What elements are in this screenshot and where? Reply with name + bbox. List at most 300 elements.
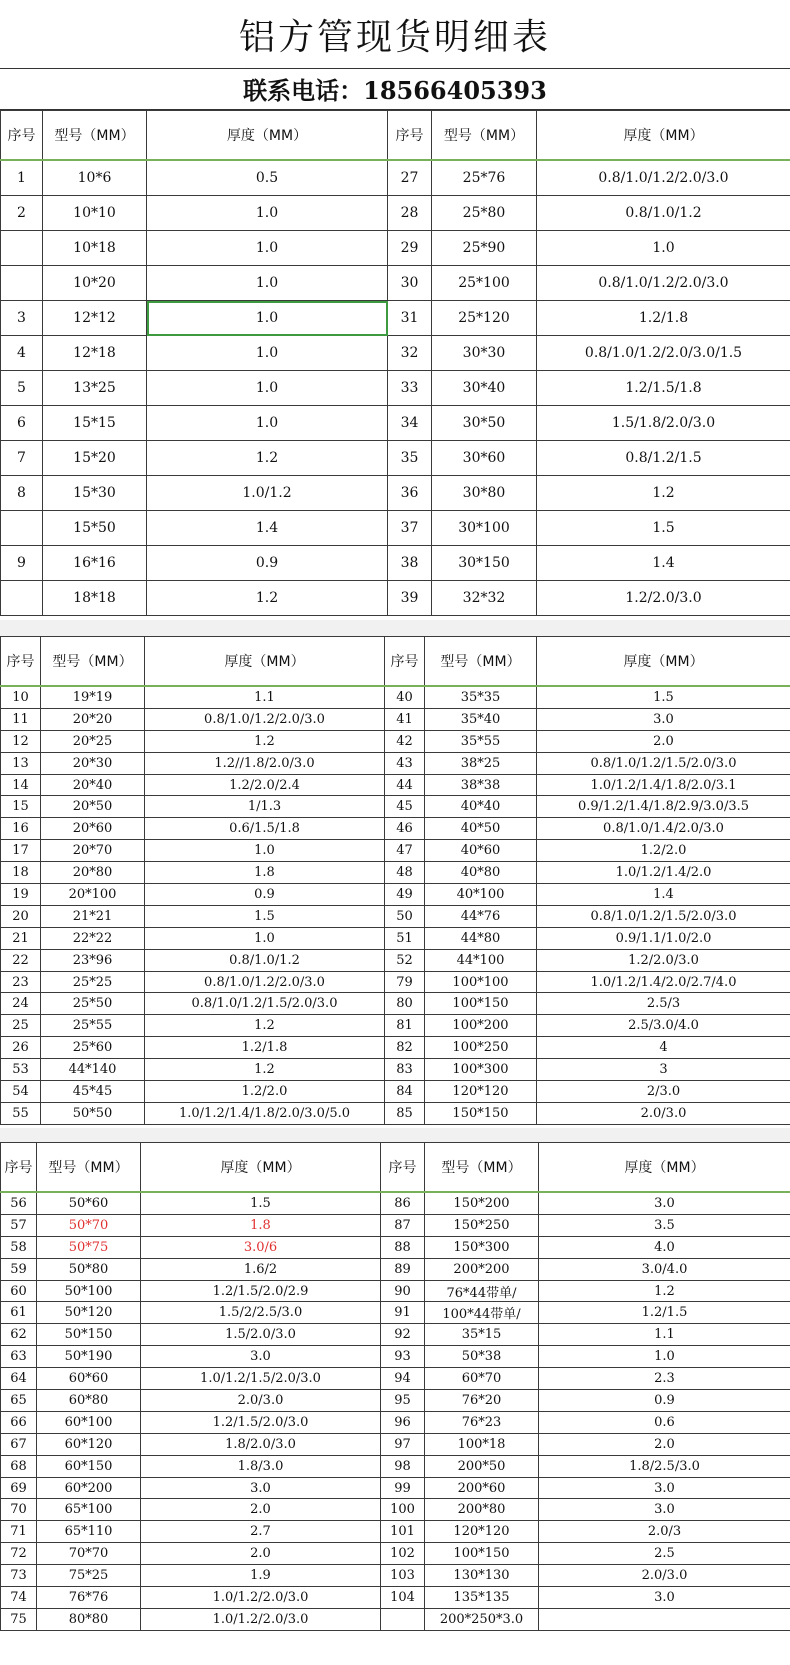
thickness-cell[interactable]: 1/1.3 bbox=[145, 796, 385, 818]
model-cell[interactable]: 23*96 bbox=[41, 949, 145, 971]
seq-cell[interactable]: 85 bbox=[385, 1102, 425, 1124]
model-cell[interactable]: 130*130 bbox=[425, 1565, 539, 1587]
model-cell[interactable]: 60*70 bbox=[425, 1368, 539, 1390]
thickness-cell[interactable]: 2.0/3 bbox=[539, 1521, 790, 1543]
thickness-cell[interactable]: 0.8/1.0/1.2/2.0/3.0/1.5 bbox=[537, 336, 790, 371]
thickness-cell[interactable]: 2.3 bbox=[539, 1368, 790, 1390]
thickness-cell[interactable]: 1.0 bbox=[147, 336, 388, 371]
thickness-cell[interactable]: 0.8/1.0/1.2/2.0/3.0 bbox=[145, 708, 385, 730]
thickness-cell[interactable]: 1.0 bbox=[537, 231, 790, 266]
model-cell[interactable]: 76*44带单/ bbox=[425, 1280, 539, 1302]
thickness-cell[interactable]: 0.8/1.0/1.2 bbox=[145, 949, 385, 971]
thickness-cell[interactable]: 3 bbox=[537, 1059, 790, 1081]
model-cell[interactable]: 50*100 bbox=[37, 1280, 141, 1302]
model-cell[interactable]: 50*70 bbox=[37, 1214, 141, 1236]
model-cell[interactable]: 76*76 bbox=[37, 1587, 141, 1609]
seq-cell[interactable]: 29 bbox=[388, 231, 432, 266]
model-cell[interactable]: 20*20 bbox=[41, 708, 145, 730]
seq-cell[interactable]: 26 bbox=[1, 1037, 41, 1059]
thickness-cell[interactable]: 1.2/2.0 bbox=[145, 1081, 385, 1103]
model-cell[interactable]: 25*50 bbox=[41, 993, 145, 1015]
model-cell[interactable]: 10*18 bbox=[43, 231, 147, 266]
seq-cell[interactable]: 65 bbox=[1, 1390, 37, 1412]
thickness-cell[interactable]: 1.9 bbox=[141, 1565, 381, 1587]
thickness-cell[interactable]: 1.2/1.5 bbox=[539, 1302, 790, 1324]
model-cell[interactable]: 150*300 bbox=[425, 1236, 539, 1258]
seq-cell[interactable]: 61 bbox=[1, 1302, 37, 1324]
seq-cell[interactable]: 97 bbox=[381, 1433, 425, 1455]
seq-cell[interactable]: 75 bbox=[1, 1608, 37, 1630]
model-cell[interactable]: 20*60 bbox=[41, 818, 145, 840]
seq-cell[interactable]: 8 bbox=[1, 476, 43, 511]
model-cell[interactable]: 25*76 bbox=[432, 160, 537, 196]
thickness-cell[interactable]: 3.5 bbox=[539, 1214, 790, 1236]
model-cell[interactable]: 100*200 bbox=[425, 1015, 537, 1037]
seq-cell[interactable]: 1 bbox=[1, 160, 43, 196]
model-cell[interactable]: 20*25 bbox=[41, 730, 145, 752]
seq-cell[interactable] bbox=[1, 266, 43, 301]
seq-cell[interactable]: 98 bbox=[381, 1455, 425, 1477]
model-cell[interactable]: 150*200 bbox=[425, 1192, 539, 1214]
model-cell[interactable]: 13*25 bbox=[43, 371, 147, 406]
thickness-cell[interactable]: 3.0 bbox=[539, 1477, 790, 1499]
thickness-cell[interactable]: 4.0 bbox=[539, 1236, 790, 1258]
thickness-cell[interactable]: 2.7 bbox=[141, 1521, 381, 1543]
model-cell[interactable]: 30*150 bbox=[432, 546, 537, 581]
thickness-cell[interactable]: 1.8 bbox=[145, 862, 385, 884]
model-cell[interactable]: 35*40 bbox=[425, 708, 537, 730]
thickness-cell[interactable]: 0.9 bbox=[145, 884, 385, 906]
thickness-cell[interactable]: 1.2/2.0/3.0 bbox=[537, 949, 790, 971]
model-cell[interactable]: 12*12 bbox=[43, 301, 147, 336]
model-cell[interactable]: 44*76 bbox=[425, 905, 537, 927]
thickness-cell[interactable]: 3.0 bbox=[539, 1192, 790, 1214]
seq-cell[interactable]: 40 bbox=[385, 686, 425, 708]
seq-cell[interactable]: 30 bbox=[388, 266, 432, 301]
thickness-cell[interactable]: 2/3.0 bbox=[537, 1081, 790, 1103]
thickness-cell[interactable]: 2.0 bbox=[141, 1543, 381, 1565]
thickness-cell[interactable]: 1.2/2.0/2.4 bbox=[145, 774, 385, 796]
thickness-cell[interactable]: 1.0/1.2/2.0/3.0 bbox=[141, 1587, 381, 1609]
thickness-cell[interactable]: 1.4 bbox=[537, 884, 790, 906]
model-cell[interactable]: 50*50 bbox=[41, 1102, 145, 1124]
thickness-cell[interactable]: 1.2 bbox=[145, 1059, 385, 1081]
thickness-cell[interactable]: 1.0 bbox=[147, 406, 388, 441]
thickness-cell[interactable]: 0.5 bbox=[147, 160, 388, 196]
thickness-cell[interactable]: 1.2/1.8 bbox=[537, 301, 790, 336]
model-cell[interactable]: 50*60 bbox=[37, 1192, 141, 1214]
model-cell[interactable]: 200*80 bbox=[425, 1499, 539, 1521]
model-cell[interactable]: 38*25 bbox=[425, 752, 537, 774]
seq-cell[interactable]: 81 bbox=[385, 1015, 425, 1037]
model-cell[interactable]: 200*60 bbox=[425, 1477, 539, 1499]
model-cell[interactable]: 30*100 bbox=[432, 511, 537, 546]
model-cell[interactable]: 18*18 bbox=[43, 581, 147, 616]
seq-cell[interactable]: 63 bbox=[1, 1346, 37, 1368]
seq-cell[interactable]: 14 bbox=[1, 774, 41, 796]
model-cell[interactable]: 75*25 bbox=[37, 1565, 141, 1587]
model-cell[interactable]: 76*23 bbox=[425, 1411, 539, 1433]
thickness-cell[interactable]: 1.5 bbox=[537, 511, 790, 546]
seq-cell[interactable]: 93 bbox=[381, 1346, 425, 1368]
thickness-cell[interactable]: 1.0 bbox=[539, 1346, 790, 1368]
seq-cell[interactable]: 57 bbox=[1, 1214, 37, 1236]
seq-cell[interactable]: 44 bbox=[385, 774, 425, 796]
seq-cell[interactable]: 49 bbox=[385, 884, 425, 906]
seq-cell[interactable]: 80 bbox=[385, 993, 425, 1015]
thickness-cell[interactable]: 1.4 bbox=[147, 511, 388, 546]
thickness-cell[interactable]: 1.5 bbox=[141, 1192, 381, 1214]
model-cell[interactable]: 40*50 bbox=[425, 818, 537, 840]
model-cell[interactable]: 100*150 bbox=[425, 1543, 539, 1565]
model-cell[interactable]: 20*40 bbox=[41, 774, 145, 796]
model-cell[interactable]: 30*40 bbox=[432, 371, 537, 406]
thickness-cell[interactable]: 0.8/1.2/1.5 bbox=[537, 441, 790, 476]
thickness-cell[interactable]: 1.2 bbox=[539, 1280, 790, 1302]
thickness-cell[interactable]: 1.0/1.2/1.4/1.8/2.0/3.0/5.0 bbox=[145, 1102, 385, 1124]
thickness-cell[interactable]: 1.0/1.2 bbox=[147, 476, 388, 511]
thickness-cell[interactable]: 1.0/1.2/1.4/1.8/2.0/3.1 bbox=[537, 774, 790, 796]
seq-cell[interactable]: 60 bbox=[1, 1280, 37, 1302]
thickness-cell[interactable]: 1.0 bbox=[145, 840, 385, 862]
seq-cell[interactable]: 89 bbox=[381, 1258, 425, 1280]
thickness-cell[interactable]: 1.0/1.2/1.5/2.0/3.0 bbox=[141, 1368, 381, 1390]
seq-cell[interactable]: 15 bbox=[1, 796, 41, 818]
seq-cell[interactable]: 17 bbox=[1, 840, 41, 862]
seq-cell[interactable]: 4 bbox=[1, 336, 43, 371]
model-cell[interactable]: 25*25 bbox=[41, 971, 145, 993]
model-cell[interactable]: 40*60 bbox=[425, 840, 537, 862]
seq-cell[interactable]: 100 bbox=[381, 1499, 425, 1521]
thickness-cell[interactable]: 1.2/1.8 bbox=[145, 1037, 385, 1059]
seq-cell[interactable]: 70 bbox=[1, 1499, 37, 1521]
thickness-cell[interactable]: 1.4 bbox=[537, 546, 790, 581]
seq-cell[interactable]: 24 bbox=[1, 993, 41, 1015]
seq-cell[interactable]: 13 bbox=[1, 752, 41, 774]
seq-cell[interactable]: 34 bbox=[388, 406, 432, 441]
seq-cell[interactable]: 90 bbox=[381, 1280, 425, 1302]
model-cell[interactable]: 25*90 bbox=[432, 231, 537, 266]
thickness-cell[interactable]: 0.6 bbox=[539, 1411, 790, 1433]
seq-cell[interactable]: 48 bbox=[385, 862, 425, 884]
model-cell[interactable]: 100*150 bbox=[425, 993, 537, 1015]
model-cell[interactable]: 35*15 bbox=[425, 1324, 539, 1346]
model-cell[interactable]: 60*120 bbox=[37, 1433, 141, 1455]
seq-cell[interactable]: 35 bbox=[388, 441, 432, 476]
seq-cell[interactable]: 9 bbox=[1, 546, 43, 581]
seq-cell[interactable]: 72 bbox=[1, 1543, 37, 1565]
seq-cell[interactable]: 31 bbox=[388, 301, 432, 336]
seq-cell[interactable]: 3 bbox=[1, 301, 43, 336]
seq-cell[interactable]: 87 bbox=[381, 1214, 425, 1236]
model-cell[interactable]: 120*120 bbox=[425, 1521, 539, 1543]
model-cell[interactable]: 35*35 bbox=[425, 686, 537, 708]
model-cell[interactable]: 200*200 bbox=[425, 1258, 539, 1280]
model-cell[interactable]: 30*30 bbox=[432, 336, 537, 371]
seq-cell[interactable]: 53 bbox=[1, 1059, 41, 1081]
seq-cell[interactable]: 38 bbox=[388, 546, 432, 581]
thickness-cell[interactable]: 0.6/1.5/1.8 bbox=[145, 818, 385, 840]
seq-cell[interactable] bbox=[381, 1608, 425, 1630]
seq-cell[interactable]: 33 bbox=[388, 371, 432, 406]
thickness-cell[interactable]: 1.2/2.0 bbox=[537, 840, 790, 862]
model-cell[interactable]: 15*50 bbox=[43, 511, 147, 546]
seq-cell[interactable]: 73 bbox=[1, 1565, 37, 1587]
seq-cell[interactable]: 11 bbox=[1, 708, 41, 730]
model-cell[interactable]: 20*50 bbox=[41, 796, 145, 818]
model-cell[interactable]: 40*80 bbox=[425, 862, 537, 884]
model-cell[interactable]: 100*300 bbox=[425, 1059, 537, 1081]
seq-cell[interactable]: 47 bbox=[385, 840, 425, 862]
thickness-cell[interactable]: 0.8/1.0/1.2 bbox=[537, 196, 790, 231]
thickness-cell[interactable]: 1.1 bbox=[145, 686, 385, 708]
seq-cell[interactable] bbox=[1, 511, 43, 546]
seq-cell[interactable]: 51 bbox=[385, 927, 425, 949]
model-cell[interactable]: 60*60 bbox=[37, 1368, 141, 1390]
thickness-cell[interactable]: 1.2 bbox=[147, 581, 388, 616]
model-cell[interactable]: 40*100 bbox=[425, 884, 537, 906]
seq-cell[interactable]: 10 bbox=[1, 686, 41, 708]
model-cell[interactable]: 65*110 bbox=[37, 1521, 141, 1543]
model-cell[interactable]: 25*55 bbox=[41, 1015, 145, 1037]
seq-cell[interactable]: 2 bbox=[1, 196, 43, 231]
seq-cell[interactable]: 95 bbox=[381, 1390, 425, 1412]
seq-cell[interactable]: 46 bbox=[385, 818, 425, 840]
thickness-cell[interactable]: 1.5/2/2.5/3.0 bbox=[141, 1302, 381, 1324]
model-cell[interactable]: 38*38 bbox=[425, 774, 537, 796]
seq-cell[interactable]: 42 bbox=[385, 730, 425, 752]
model-cell[interactable]: 50*38 bbox=[425, 1346, 539, 1368]
thickness-cell[interactable]: 1.0 bbox=[147, 266, 388, 301]
thickness-cell[interactable]: 2.0/3.0 bbox=[539, 1565, 790, 1587]
seq-cell[interactable]: 103 bbox=[381, 1565, 425, 1587]
seq-cell[interactable]: 45 bbox=[385, 796, 425, 818]
model-cell[interactable]: 100*100 bbox=[425, 971, 537, 993]
model-cell[interactable]: 30*80 bbox=[432, 476, 537, 511]
thickness-cell[interactable]: 0.9 bbox=[147, 546, 388, 581]
seq-cell[interactable]: 39 bbox=[388, 581, 432, 616]
seq-cell[interactable]: 101 bbox=[381, 1521, 425, 1543]
thickness-cell[interactable]: 1.8 bbox=[141, 1214, 381, 1236]
thickness-cell[interactable]: 1.8/3.0 bbox=[141, 1455, 381, 1477]
seq-cell[interactable]: 59 bbox=[1, 1258, 37, 1280]
model-cell[interactable]: 21*21 bbox=[41, 905, 145, 927]
model-cell[interactable]: 135*135 bbox=[425, 1587, 539, 1609]
seq-cell[interactable]: 50 bbox=[385, 905, 425, 927]
seq-cell[interactable]: 71 bbox=[1, 1521, 37, 1543]
seq-cell[interactable]: 43 bbox=[385, 752, 425, 774]
model-cell[interactable]: 10*10 bbox=[43, 196, 147, 231]
model-cell[interactable]: 20*100 bbox=[41, 884, 145, 906]
thickness-cell[interactable]: 1.8/2.5/3.0 bbox=[539, 1455, 790, 1477]
model-cell[interactable]: 15*15 bbox=[43, 406, 147, 441]
model-cell[interactable]: 150*250 bbox=[425, 1214, 539, 1236]
model-cell[interactable]: 100*250 bbox=[425, 1037, 537, 1059]
model-cell[interactable]: 20*70 bbox=[41, 840, 145, 862]
model-cell[interactable]: 60*100 bbox=[37, 1411, 141, 1433]
thickness-cell[interactable]: 3.0 bbox=[141, 1346, 381, 1368]
thickness-cell[interactable]: 1.2//1.8/2.0/3.0 bbox=[145, 752, 385, 774]
model-cell[interactable]: 60*200 bbox=[37, 1477, 141, 1499]
seq-cell[interactable] bbox=[1, 581, 43, 616]
thickness-cell[interactable]: 0.9/1.1/1.0/2.0 bbox=[537, 927, 790, 949]
thickness-cell[interactable]: 0.8/1.0/1.2/1.5/2.0/3.0 bbox=[537, 905, 790, 927]
thickness-cell[interactable]: 1.0/1.2/1.4/2.0/2.7/4.0 bbox=[537, 971, 790, 993]
thickness-cell[interactable]: 1.5/1.8/2.0/3.0 bbox=[537, 406, 790, 441]
seq-cell[interactable]: 68 bbox=[1, 1455, 37, 1477]
seq-cell[interactable]: 37 bbox=[388, 511, 432, 546]
model-cell[interactable]: 60*80 bbox=[37, 1390, 141, 1412]
model-cell[interactable]: 200*50 bbox=[425, 1455, 539, 1477]
thickness-cell[interactable]: 3.0/4.0 bbox=[539, 1258, 790, 1280]
seq-cell[interactable]: 56 bbox=[1, 1192, 37, 1214]
model-cell[interactable]: 120*120 bbox=[425, 1081, 537, 1103]
model-cell[interactable]: 80*80 bbox=[37, 1608, 141, 1630]
thickness-cell[interactable]: 0.8/1.0/1.2/2.0/3.0 bbox=[145, 971, 385, 993]
model-cell[interactable]: 50*190 bbox=[37, 1346, 141, 1368]
seq-cell[interactable]: 6 bbox=[1, 406, 43, 441]
thickness-cell[interactable]: 1.2 bbox=[537, 476, 790, 511]
thickness-cell[interactable]: 3.0/6 bbox=[141, 1236, 381, 1258]
seq-cell[interactable]: 104 bbox=[381, 1587, 425, 1609]
seq-cell[interactable]: 16 bbox=[1, 818, 41, 840]
seq-cell[interactable]: 58 bbox=[1, 1236, 37, 1258]
thickness-cell[interactable]: 1.0 bbox=[147, 196, 388, 231]
thickness-cell[interactable]: 0.9/1.2/1.4/1.8/2.9/3.0/3.5 bbox=[537, 796, 790, 818]
thickness-cell[interactable]: 1.6/2 bbox=[141, 1258, 381, 1280]
model-cell[interactable]: 32*32 bbox=[432, 581, 537, 616]
model-cell[interactable]: 100*18 bbox=[425, 1433, 539, 1455]
model-cell[interactable]: 30*60 bbox=[432, 441, 537, 476]
model-cell[interactable]: 12*18 bbox=[43, 336, 147, 371]
thickness-cell[interactable]: 1.0 bbox=[147, 371, 388, 406]
model-cell[interactable]: 65*100 bbox=[37, 1499, 141, 1521]
thickness-cell[interactable]: 4 bbox=[537, 1037, 790, 1059]
thickness-cell[interactable]: 1.1 bbox=[539, 1324, 790, 1346]
model-cell[interactable]: 44*140 bbox=[41, 1059, 145, 1081]
thickness-cell[interactable]: 0.8/1.0/1.4/2.0/3.0 bbox=[537, 818, 790, 840]
model-cell[interactable]: 60*150 bbox=[37, 1455, 141, 1477]
thickness-cell[interactable]: 1.5/2.0/3.0 bbox=[141, 1324, 381, 1346]
thickness-cell[interactable]: 2.0/3.0 bbox=[537, 1102, 790, 1124]
model-cell[interactable]: 50*80 bbox=[37, 1258, 141, 1280]
thickness-cell[interactable]: 1.2/1.5/1.8 bbox=[537, 371, 790, 406]
model-cell[interactable]: 15*20 bbox=[43, 441, 147, 476]
thickness-cell[interactable]: 2.0/3.0 bbox=[141, 1390, 381, 1412]
seq-cell[interactable]: 84 bbox=[385, 1081, 425, 1103]
seq-cell[interactable]: 32 bbox=[388, 336, 432, 371]
seq-cell[interactable]: 23 bbox=[1, 971, 41, 993]
seq-cell[interactable]: 52 bbox=[385, 949, 425, 971]
model-cell[interactable]: 50*150 bbox=[37, 1324, 141, 1346]
thickness-cell[interactable]: 3.0 bbox=[539, 1587, 790, 1609]
model-cell[interactable]: 44*100 bbox=[425, 949, 537, 971]
model-cell[interactable]: 20*80 bbox=[41, 862, 145, 884]
thickness-cell[interactable]: 2.0 bbox=[141, 1499, 381, 1521]
seq-cell[interactable]: 41 bbox=[385, 708, 425, 730]
thickness-cell[interactable]: 3.0 bbox=[537, 708, 790, 730]
seq-cell[interactable]: 5 bbox=[1, 371, 43, 406]
model-cell[interactable]: 100*44带单/ bbox=[425, 1302, 539, 1324]
seq-cell[interactable]: 62 bbox=[1, 1324, 37, 1346]
seq-cell[interactable]: 79 bbox=[385, 971, 425, 993]
thickness-cell[interactable]: 0.8/1.0/1.2/1.5/2.0/3.0 bbox=[537, 752, 790, 774]
thickness-cell[interactable]: 1.2/1.5/2.0/3.0 bbox=[141, 1411, 381, 1433]
model-cell[interactable]: 22*22 bbox=[41, 927, 145, 949]
seq-cell[interactable]: 25 bbox=[1, 1015, 41, 1037]
thickness-cell[interactable]: 1.0 bbox=[147, 231, 388, 266]
model-cell[interactable]: 25*80 bbox=[432, 196, 537, 231]
thickness-cell[interactable]: 1.8/2.0/3.0 bbox=[141, 1433, 381, 1455]
thickness-cell[interactable]: 2.5 bbox=[539, 1543, 790, 1565]
seq-cell[interactable]: 67 bbox=[1, 1433, 37, 1455]
thickness-cell[interactable]: 1.0/1.2/1.4/2.0 bbox=[537, 862, 790, 884]
thickness-cell[interactable]: 0.8/1.0/1.2/1.5/2.0/3.0 bbox=[145, 993, 385, 1015]
seq-cell[interactable]: 92 bbox=[381, 1324, 425, 1346]
thickness-cell[interactable]: 0.9 bbox=[539, 1390, 790, 1412]
model-cell[interactable]: 25*100 bbox=[432, 266, 537, 301]
seq-cell[interactable]: 102 bbox=[381, 1543, 425, 1565]
model-cell[interactable]: 76*20 bbox=[425, 1390, 539, 1412]
seq-cell[interactable]: 91 bbox=[381, 1302, 425, 1324]
seq-cell[interactable]: 99 bbox=[381, 1477, 425, 1499]
thickness-cell[interactable]: 1.0/1.2/2.0/3.0 bbox=[141, 1608, 381, 1630]
seq-cell[interactable]: 96 bbox=[381, 1411, 425, 1433]
thickness-cell[interactable] bbox=[539, 1608, 790, 1630]
seq-cell[interactable]: 86 bbox=[381, 1192, 425, 1214]
model-cell[interactable]: 20*30 bbox=[41, 752, 145, 774]
thickness-cell[interactable]: 1.2 bbox=[145, 730, 385, 752]
model-cell[interactable]: 10*6 bbox=[43, 160, 147, 196]
model-cell[interactable]: 44*80 bbox=[425, 927, 537, 949]
seq-cell[interactable]: 88 bbox=[381, 1236, 425, 1258]
model-cell[interactable]: 15*30 bbox=[43, 476, 147, 511]
seq-cell[interactable]: 64 bbox=[1, 1368, 37, 1390]
seq-cell[interactable]: 27 bbox=[388, 160, 432, 196]
thickness-cell[interactable]: 3.0 bbox=[141, 1477, 381, 1499]
model-cell[interactable]: 150*150 bbox=[425, 1102, 537, 1124]
model-cell[interactable]: 40*40 bbox=[425, 796, 537, 818]
seq-cell[interactable]: 18 bbox=[1, 862, 41, 884]
seq-cell[interactable]: 12 bbox=[1, 730, 41, 752]
thickness-cell[interactable]: 0.8/1.0/1.2/2.0/3.0 bbox=[537, 160, 790, 196]
thickness-cell[interactable]: 1.2 bbox=[147, 441, 388, 476]
thickness-cell[interactable]: 1.2/1.5/2.0/2.9 bbox=[141, 1280, 381, 1302]
thickness-cell[interactable]: 1.0 bbox=[145, 927, 385, 949]
thickness-cell[interactable]: 3.0 bbox=[539, 1499, 790, 1521]
thickness-cell[interactable]: 1.0 bbox=[147, 301, 388, 336]
seq-cell[interactable]: 19 bbox=[1, 884, 41, 906]
model-cell[interactable]: 50*75 bbox=[37, 1236, 141, 1258]
model-cell[interactable]: 30*50 bbox=[432, 406, 537, 441]
thickness-cell[interactable]: 2.0 bbox=[537, 730, 790, 752]
seq-cell[interactable]: 28 bbox=[388, 196, 432, 231]
model-cell[interactable]: 25*120 bbox=[432, 301, 537, 336]
thickness-cell[interactable]: 1.2/2.0/3.0 bbox=[537, 581, 790, 616]
model-cell[interactable]: 35*55 bbox=[425, 730, 537, 752]
model-cell[interactable]: 19*19 bbox=[41, 686, 145, 708]
seq-cell[interactable] bbox=[1, 231, 43, 266]
thickness-cell[interactable]: 2.5/3 bbox=[537, 993, 790, 1015]
seq-cell[interactable]: 22 bbox=[1, 949, 41, 971]
seq-cell[interactable]: 94 bbox=[381, 1368, 425, 1390]
thickness-cell[interactable]: 0.8/1.0/1.2/2.0/3.0 bbox=[537, 266, 790, 301]
model-cell[interactable]: 50*120 bbox=[37, 1302, 141, 1324]
model-cell[interactable]: 25*60 bbox=[41, 1037, 145, 1059]
model-cell[interactable]: 45*45 bbox=[41, 1081, 145, 1103]
model-cell[interactable]: 70*70 bbox=[37, 1543, 141, 1565]
thickness-cell[interactable]: 1.5 bbox=[537, 686, 790, 708]
